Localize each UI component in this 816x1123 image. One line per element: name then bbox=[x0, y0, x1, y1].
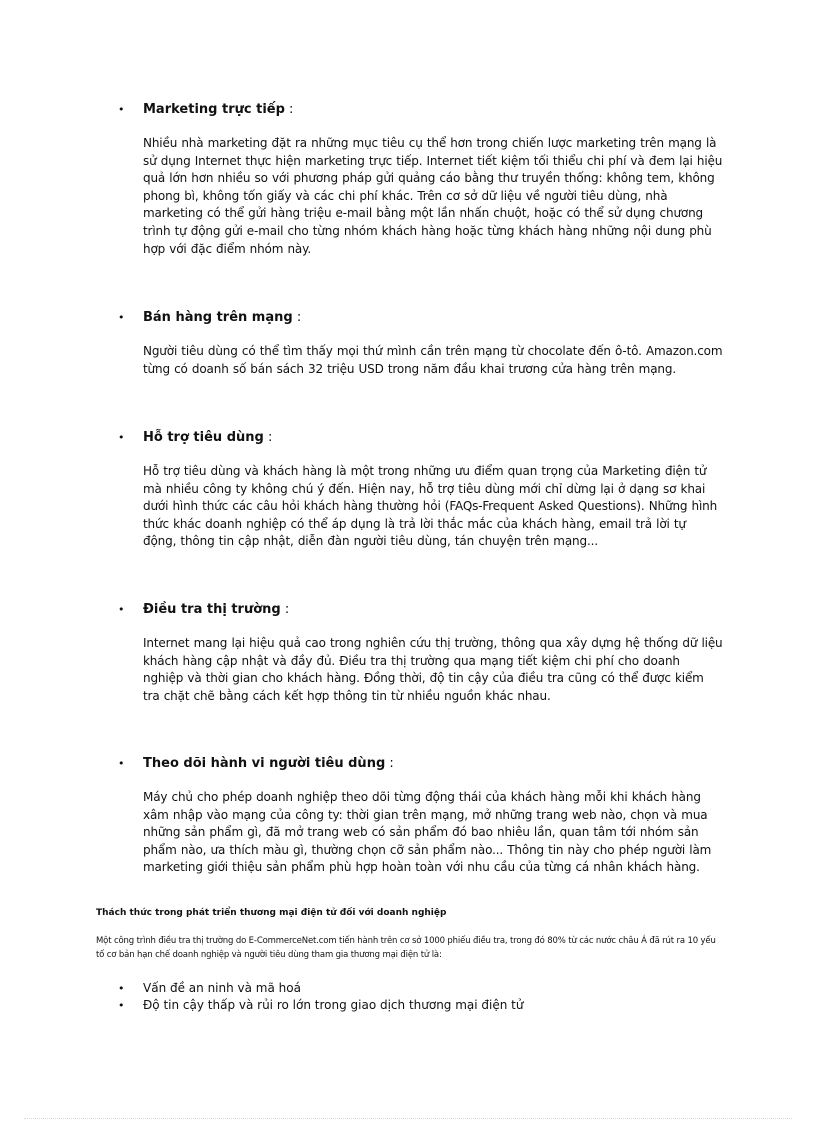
bullet-icon: • bbox=[118, 603, 125, 616]
bullet-icon: • bbox=[118, 757, 125, 770]
section-paragraph: Nhiều nhà marketing đặt ra những mục tiêu cụ thể hơn trong chiến lược marketing trên mạng là sử dụng Internet thực hiện marketing trực tiếp. Internet tiết kiệm tối thiểu chi phí và đem lại hiệu quả lớn hơn nhiều so với phương pháp gửi quảng cáo bằng thư truyền thống: không tem, không phong bì, không tốn giấy và các chi phí khác. Trên cơ sở dữ liệu về người tiêu dùng, nhà marketing có thể gửi hàng triệu e-mail bằng một lần nhấn chuột, hoặc có thể sử dụng chương trình tự động gửi e-mail cho từng nhóm khách hàng hoặc từng khách hàng những nội dung phù hợp với đặc điểm nhóm này. bbox=[143, 136, 723, 256]
page-footer-divider bbox=[24, 1118, 792, 1119]
section-paragraph: Internet mang lại hiệu quả cao trong nghiên cứu thị trường, thông qua xây dựng hệ thống dữ liệu khách hàng cập nhật và đầy đủ. Điều tra thị trường qua mạng tiết kiệm chi phí cho doanh nghiệp và thời gian cho khách hàng. Đồng thời, độ tin cậy của điều tra cũng có thể được kiểm tra chặt chẽ bằng cách kết hợp thông tin từ nhiều nguồn khác nhau. bbox=[143, 636, 723, 703]
section-title: Hỗ trợ tiêu dùng bbox=[143, 430, 264, 445]
section-heading: • Theo dõi hành vi người tiêu dùng : bbox=[118, 756, 394, 771]
section-paragraph: Máy chủ cho phép doanh nghiệp theo dõi từng động thái của khách hàng mỗi khi khách hàng xâm nhập vào mạng của công ty: thời gian trên mạng, mở những trang web nào, chọn và mua những sản phẩm gì, đã mở trang web có sản phẩm đó bao nhiêu lần, quan tâm tới nhóm sản phẩm nào, ưa thích màu gì, thường chọn cỡ sản phẩm nào... Thông tin này cho phép người làm marketing giới thiệu sản phẩm phù hợp hoàn toàn với nhu cầu của từng cá nhân khách hàng. bbox=[143, 790, 712, 875]
section-title: Bán hàng trên mạng bbox=[143, 310, 293, 325]
bullet-icon: • bbox=[118, 103, 125, 116]
list-item-label: Độ tin cậy thấp và rủi ro lớn trong giao dịch thương mại điện tử bbox=[143, 998, 524, 1012]
section-title: Điều tra thị trường bbox=[143, 602, 281, 617]
list-item-label: Vấn đề an ninh và mã hoá bbox=[143, 981, 301, 995]
list-item bbox=[118, 980, 524, 997]
section-title: Marketing trực tiếp bbox=[143, 102, 285, 117]
section-heading: • Hỗ trợ tiêu dùng : bbox=[118, 430, 273, 445]
section-heading: • Điều tra thị trường : bbox=[118, 602, 290, 617]
challenge-paragraph: Một công trình điều tra thị trường do E-CommerceNet.com tiến hành trên cơ sở 1000 phiếu điều tra, trong đó 80% từ các nước châu Á đã rút ra 10 yếu tố cơ bản hạn chế doanh nghiệp và người tiêu dùng tham gia thương mại điện tử là: bbox=[96, 936, 716, 960]
section-heading: • Bán hàng trên mạng : bbox=[118, 310, 302, 325]
section-paragraph: Hỗ trợ tiêu dùng và khách hàng là một trong những ưu điểm quan trọng của Marketing điện tử mà nhiều công ty không chú ý đến. Hiện nay, hỗ trợ tiêu dùng mới chỉ dừng lại ở dạng sơ khai dưới hình thức các câu hỏi khách hàng thường hỏi (FAQs-Frequent Asked Questions). Những hình thức khác doanh nghiệp có thể áp dụng là trả lời thắc mắc của khách hàng, email trả lời tự động, thông tin cập nhật, diễn đàn người tiêu dùng, tán chuyện trên mạng... bbox=[143, 464, 718, 549]
bullet-icon: • bbox=[118, 982, 125, 995]
section-title: Theo dõi hành vi người tiêu dùng bbox=[143, 756, 386, 771]
challenge-heading: Thách thức trong phát triển thương mại điện tử đối với doanh nghiệp bbox=[96, 908, 447, 918]
list-item bbox=[118, 997, 524, 1014]
section-heading: • Marketing trực tiếp : bbox=[118, 102, 294, 117]
bullet-icon: • bbox=[118, 431, 125, 444]
section-paragraph: Người tiêu dùng có thể tìm thấy mọi thứ mình cần trên mạng từ chocolate đến ô-tô. Amazon.com từng có doanh số bán sách 32 triệu USD trong năm đầu khai trương cửa hàng trên mạng. bbox=[143, 344, 723, 376]
challenge-list bbox=[118, 980, 524, 1014]
bullet-icon: • bbox=[118, 999, 125, 1012]
bullet-icon: • bbox=[118, 311, 125, 324]
